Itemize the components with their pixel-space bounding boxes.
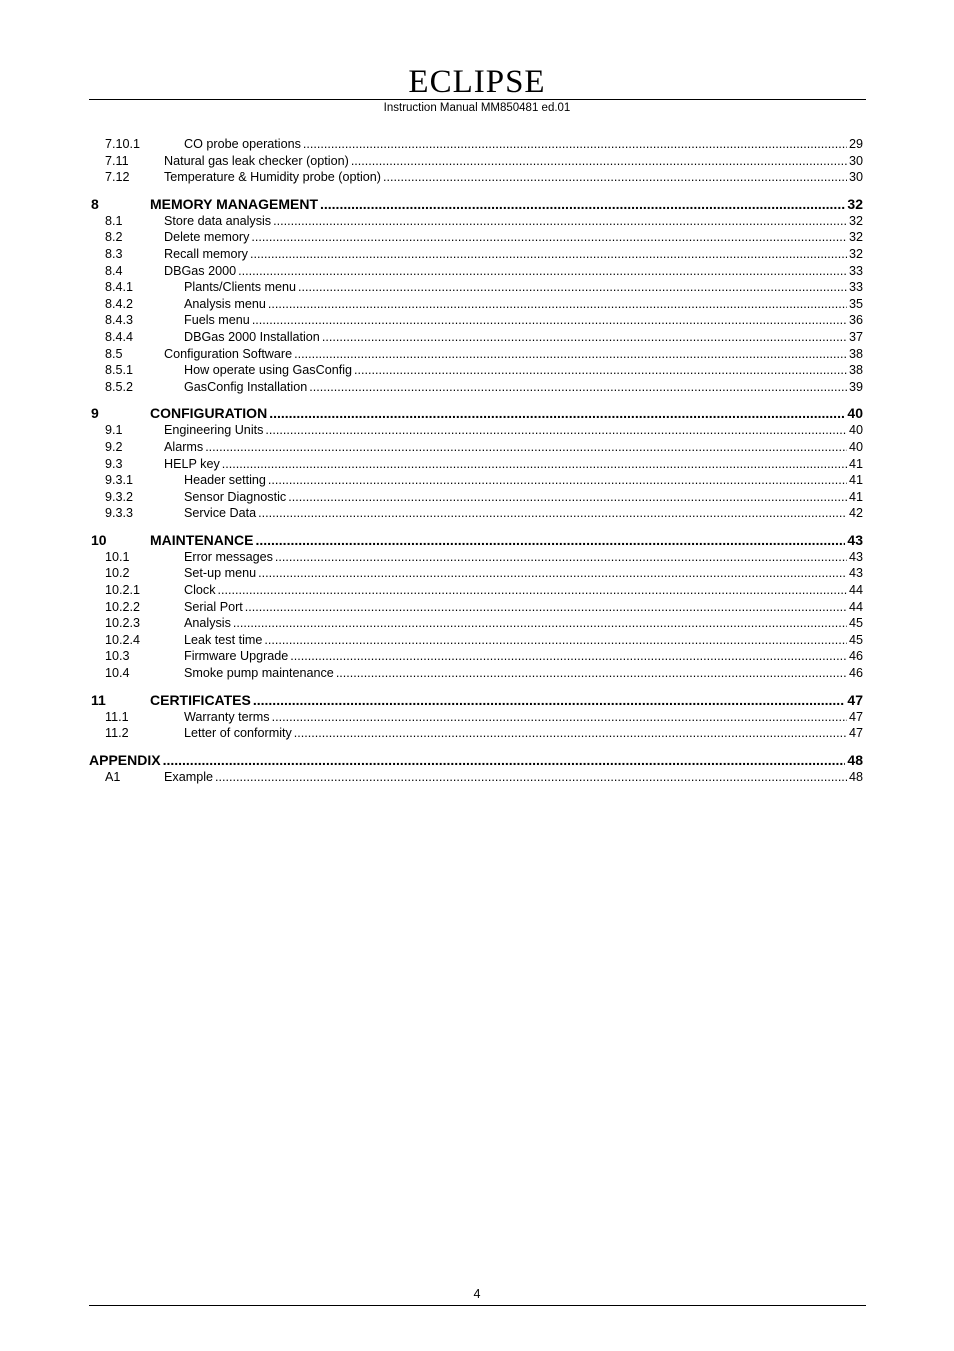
toc-entry-page: 47 [848,709,863,724]
dot-leader [255,532,845,549]
dot-leader [336,665,847,682]
dot-leader [273,213,847,230]
dot-leader [354,362,847,379]
toc-entry-title: Warranty terms [184,709,270,724]
eclipse-logo: ECLIPSE [408,64,546,100]
toc-entry-title: Plants/Clients menu [184,280,296,295]
toc-entry-number: 10.2.4 [105,632,141,647]
toc-entry-page: 41 [848,473,863,488]
toc-entry[interactable] [89,246,863,263]
toc-entry-title: Letter of conformity [184,726,292,741]
toc-entry-page: 32 [848,246,863,261]
dot-leader [258,505,847,522]
toc-entry[interactable] [89,196,863,213]
toc-entry-number: 10.2.2 [105,599,141,614]
toc-entry-number: 9.3 [105,456,123,471]
toc-entry[interactable] [89,632,863,649]
toc-entry-title: Set-up menu [184,566,257,581]
toc-entry-page: 39 [848,379,863,394]
toc-entry[interactable] [89,213,863,230]
toc-entry[interactable] [89,379,863,396]
toc-entry[interactable] [89,752,863,769]
dot-leader [253,692,846,709]
dot-leader [320,196,845,213]
dot-leader [294,346,847,363]
dot-leader [238,263,847,280]
toc-entry[interactable] [89,665,863,682]
toc-entry-page: 38 [848,363,863,378]
toc-entry-number: 8.5.2 [105,379,134,394]
toc-entry-page: 40 [847,405,863,422]
toc-entry[interactable] [89,362,863,379]
toc-entry-page: 48 [847,751,863,768]
toc-entry[interactable] [89,153,863,170]
toc-entry-number: 10.1 [105,549,130,564]
toc-entry-number: 9.3.3 [105,506,134,521]
toc-entry[interactable] [89,136,863,153]
dot-leader [294,725,847,742]
toc-entry-page: 41 [848,456,863,471]
toc-entry-title: Header setting [184,473,266,488]
toc-entry[interactable] [89,532,863,549]
toc-entry-number: 7.12 [105,170,130,185]
dot-leader [268,296,847,313]
dot-leader [265,422,847,439]
dot-leader [309,379,847,396]
toc-entry-page: 40 [848,439,863,454]
toc-entry[interactable] [89,692,863,709]
toc-entry-title: CO probe operations [184,137,301,151]
toc-entry-title: Service Data [184,506,257,521]
toc-entry-title: GasConfig Installation [184,379,308,394]
toc-entry-number: 8.3 [105,246,123,261]
toc-entry-number: 8 [91,195,99,212]
dot-leader [163,752,846,769]
toc-entry-number: 7.11 [105,153,129,168]
toc-entry-title: CERTIFICATES [150,691,251,708]
toc-entry-title: Leak test time [184,632,263,647]
toc-entry-page: 30 [848,170,863,185]
toc-entry-title: Natural gas leak checker (option) [164,153,349,168]
dot-leader [269,405,845,422]
toc-entry-number: 8.4.2 [105,296,134,311]
toc-entry-page: 43 [848,566,863,581]
toc-entry[interactable] [89,346,863,363]
toc-entry-page: 47 [848,726,863,741]
dot-leader [233,615,847,632]
header-rule [89,99,866,100]
toc-entry[interactable] [89,648,863,665]
dot-leader [298,279,847,296]
toc-entry-page: 46 [848,649,863,664]
toc-entry-number: 11 [91,691,106,708]
toc-entry[interactable] [89,489,863,506]
toc-entry-page: 35 [848,296,863,311]
toc-entry-page: 44 [848,583,863,598]
toc-entry-title: Sensor Diagnostic [184,489,287,504]
toc-entry-number: 8.4 [105,263,123,278]
toc-entry[interactable] [89,296,863,313]
toc-entry-number: 8.2 [105,230,123,245]
dot-leader [252,312,847,329]
toc-entry[interactable] [89,279,863,296]
toc-entry-title: Example [164,769,213,784]
toc-entry[interactable] [89,439,863,456]
toc-entry-title: Temperature & Humidity probe (option) [164,170,381,185]
toc-entry-title: Analysis [184,616,231,631]
toc-entry-page: 32 [848,230,863,245]
toc-entry-title: APPENDIX [89,751,161,768]
toc-entry-title: Firmware Upgrade [184,649,289,664]
toc-entry-title: DBGas 2000 [164,263,237,278]
toc-entry-number: A1 [105,769,121,784]
dot-leader [205,439,847,456]
toc-entry[interactable] [89,582,863,599]
toc-entry-number: 10.2.1 [105,583,141,598]
toc-entry-number: 9.3.2 [105,489,134,504]
toc-entry-number: 10.2.3 [105,616,141,631]
toc-entry-title: Analysis menu [184,296,266,311]
dot-leader [268,472,847,489]
toc-entry[interactable] [89,615,863,632]
toc-entry[interactable] [89,769,863,786]
toc-entry[interactable] [89,599,863,616]
page-number: 4 [473,1287,481,1301]
toc-entry-number: 10.3 [105,649,130,664]
dot-leader [215,769,847,786]
toc-entry-title: Clock [184,583,216,598]
toc-entry-page: 30 [848,153,863,168]
toc-entry-title: Alarms [164,439,204,454]
toc-entry-title: CONFIGURATION [150,405,268,422]
toc-entry-number: 11.1 [105,709,129,724]
toc-entry-title: Store data analysis [164,213,272,228]
table-of-contents [89,136,863,785]
toc-entry[interactable] [89,169,863,186]
toc-entry-title: Fuels menu [184,313,250,328]
toc-entry-title: Delete memory [164,230,250,245]
dot-leader [251,229,847,246]
toc-entry-number: 8.4.1 [105,280,134,295]
toc-entry-page: 45 [848,632,863,647]
dot-leader [303,136,847,153]
toc-entry-page: 45 [848,616,863,631]
dot-leader [218,582,847,599]
toc-entry-number: 10 [91,531,107,548]
dot-leader [275,549,847,566]
toc-entry-page: 43 [848,549,863,564]
toc-entry-title: HELP key [164,456,220,471]
dot-leader [250,246,847,263]
toc-entry[interactable] [89,472,863,489]
dot-leader [290,648,847,665]
toc-entry[interactable] [89,505,863,522]
toc-entry-page: 48 [848,769,863,784]
toc-entry-page: 41 [848,489,863,504]
toc-entry-number: 9.3.1 [105,473,134,488]
dot-leader [383,169,847,186]
toc-entry-title: Configuration Software [164,346,293,361]
toc-entry-page: 37 [848,329,863,344]
toc-entry[interactable] [89,312,863,329]
toc-entry-number: 8.1 [105,213,123,228]
toc-entry[interactable] [89,565,863,582]
dot-leader [258,565,847,582]
toc-entry[interactable] [89,422,863,439]
dot-leader [288,489,847,506]
dot-leader [351,153,847,170]
toc-entry-page: 32 [848,213,863,228]
dot-leader [264,632,847,649]
toc-entry[interactable] [89,709,863,726]
toc-entry-number: 10.4 [105,666,130,681]
toc-entry-title: MAINTENANCE [150,531,254,548]
footer-rule [89,1305,866,1306]
toc-entry-title: Recall memory [164,246,248,261]
dot-leader [245,599,847,616]
toc-entry-number: 9.1 [105,423,123,438]
toc-entry-number: 9 [91,405,99,422]
dot-leader [272,709,847,726]
toc-entry-title: How operate using GasConfig [184,363,353,378]
toc-entry[interactable] [89,329,863,346]
toc-entry-number: 8.4.4 [105,329,134,344]
toc-entry-number: 8.5.1 [105,363,134,378]
toc-entry[interactable] [89,263,863,280]
toc-entry-page: 44 [848,599,863,614]
toc-entry-number: 10.2 [105,566,130,581]
toc-entry-title: DBGas 2000 Installation [184,329,320,344]
toc-entry-page: 47 [847,691,863,708]
manual-subtitle: Instruction Manual MM850481 ed.01 [383,102,571,114]
toc-entry[interactable] [89,229,863,246]
toc-entry-page: 36 [848,313,863,328]
toc-entry-number: 7.10.1 [105,137,141,151]
toc-entry-page: 43 [847,531,863,548]
dot-leader [222,456,847,473]
toc-entry-page: 33 [848,280,863,295]
toc-entry[interactable] [89,549,863,566]
toc-entry-title: Serial Port [184,599,243,614]
toc-entry-page: 32 [847,195,863,212]
toc-entry-page: 29 [848,137,863,151]
toc-entry-page: 38 [848,346,863,361]
toc-entry[interactable] [89,725,863,742]
toc-entry-number: 9.2 [105,439,123,454]
toc-entry-number: 8.5 [105,346,123,361]
toc-entry-title: Smoke pump maintenance [184,666,334,681]
toc-entry-title: MEMORY MANAGEMENT [150,195,318,212]
toc-entry-page: 42 [848,506,863,521]
toc-entry-title: Engineering Units [164,423,264,438]
toc-entry-page: 33 [848,263,863,278]
toc-entry-page: 46 [848,666,863,681]
toc-entry-page: 40 [848,423,863,438]
toc-entry[interactable] [89,456,863,473]
toc-entry[interactable] [89,405,863,422]
toc-entry-number: 8.4.3 [105,313,134,328]
toc-entry-number: 11.2 [105,726,129,741]
toc-entry-title: Error messages [184,549,273,564]
dot-leader [322,329,847,346]
